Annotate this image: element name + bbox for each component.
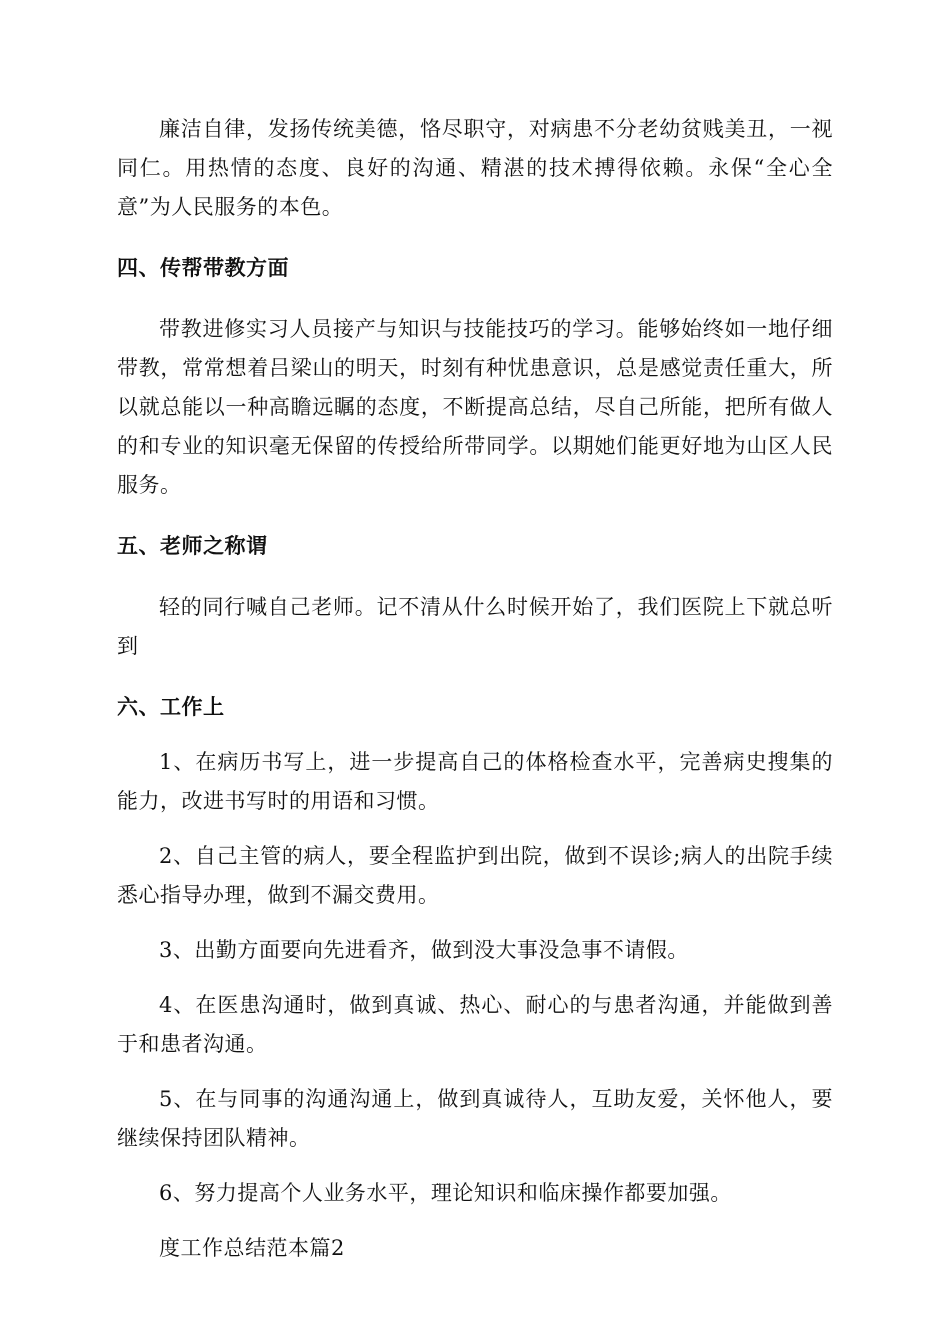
section-heading-4: 四、传帮带教方面	[117, 256, 289, 280]
list-item-3: 3、出勤方面要向先进看齐，做到没大事没急事不请假。	[159, 938, 689, 962]
list-item-5: 5、在与同事的沟通沟通上，做到真诚待人，互助友爱，关怀他人，要继续保持团队精神。	[117, 1087, 833, 1150]
list-item-6: 6、努力提高个人业务水平，理论知识和临床操作都要加强。	[159, 1181, 732, 1205]
paragraph-section-5: 轻的同行喊自己老师。记不清从什么时候开始了，我们医院上下就总听到	[117, 595, 833, 658]
section-heading-6: 六、工作上	[117, 695, 225, 719]
list-item-1: 1、在病历书写上，进一步提高自己的体格检查水平，完善病史搜集的能力，改进书写时的用语和习惯。	[117, 750, 833, 813]
paragraph-last: 度工作总结范本篇2	[159, 1236, 345, 1260]
document-page	[117, 110, 833, 1268]
paragraph-section-4: 带教进修实习人员接产与知识与技能技巧的学习。能够始终如一地仔细带教，常常想着吕梁山的明天，时刻有种忧患意识，总是感觉责任重大，所以就总能以一种高瞻远瞩的态度，不断提高总结，尽自己所能，把所有做人的和专业的知识毫无保留的传授给所带同学。以期她们能更好地为山区人民服务。	[117, 317, 833, 497]
list-item-2: 2、自己主管的病人，要全程监护到出院，做到不误诊;病人的出院手续悉心指导办理，做到不漏交费用。	[117, 844, 833, 907]
paragraph-intro: 廉洁自律，发扬传统美德，恪尽职守，对病患不分老幼贫贱美丑，一视同仁。用热情的态度、良好的沟通、精湛的技术搏得依赖。永保“全心全意”为人民服务的本色。	[117, 117, 833, 219]
list-item-4: 4、在医患沟通时，做到真诚、热心、耐心的与患者沟通，并能做到善于和患者沟通。	[117, 993, 833, 1056]
section-heading-5: 五、老师之称谓	[117, 534, 268, 558]
